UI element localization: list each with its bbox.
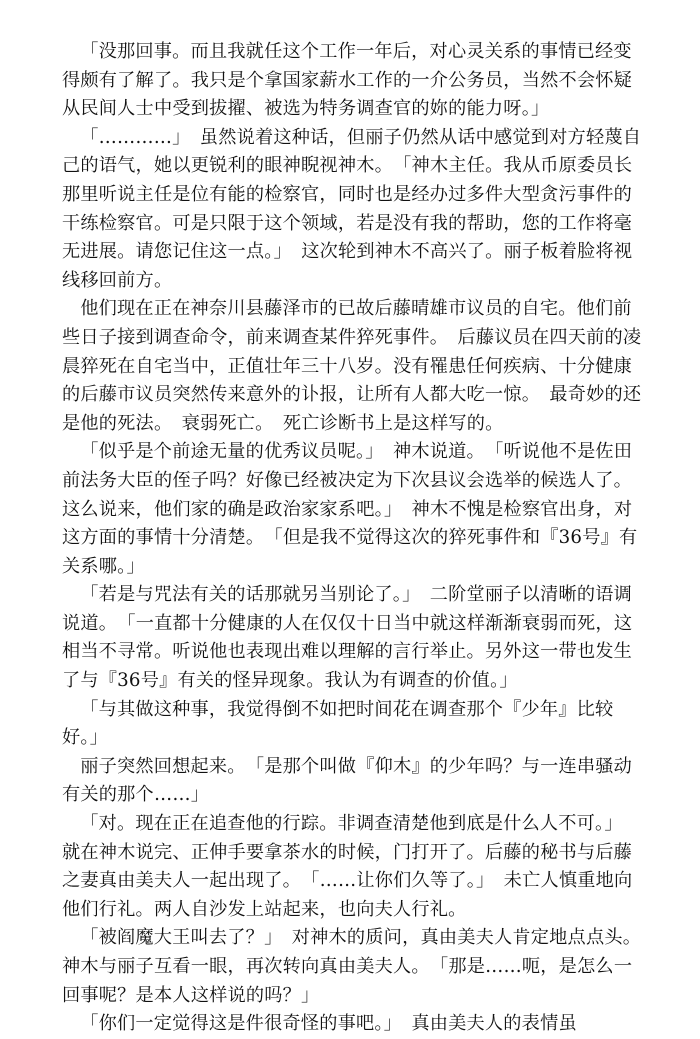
paragraph-2: 「…………」 虽然说着这种话，但丽子仍然从话中感觉到对方轻蔑自己的语气，她以更锐利的眼神睨视神木。 「神木主任。我从币原委员长那里听说主任是位有能的检察官，同时也是经办过多件大型贪污事件的干练检察官。可是只限于这个领域，若是没有我的帮助，您的工作将毫无进展。请您记住这一点。」 这次轮到神木不高兴了。丽子板着脸将视线移回前方。: [62, 126, 642, 291]
paragraph-9: 「被阎魔大王叫去了？」 对神木的质问，真由美夫人肯定地点点头。 神木与丽子互看一眼，再次转向真由美夫人。 「那是……呃，是怎么一回事呢？是本人这样说的吗？」: [62, 927, 651, 1006]
paragraph-10: 「你们一定觉得这是件很奇怪的事吧。」 真由美夫人的表情虽: [80, 1013, 577, 1035]
paragraph-1: 「没那回事。而且我就任这个工作一年后，对心灵关系的事情已经变得颇有了解了。我只是个拿国家薪水工作的一介公务员，当然不会怀疑从民间人士中受到拔擢、被选为特务调查官的妳的能力呀。」: [62, 41, 633, 120]
paragraph-5: 「若是与咒法有关的话那就另当别论了。」 二阶堂丽子以清晰的语调说道。 「一直都十分健康的人在仅仅十日当中就这样渐渐衰弱而死，这相当不寻常。听说他也表现出难以理解的言行举止。另外这一带也发生了与『36号』有关的怪异现象。我认为有调查的价值。」: [62, 584, 633, 692]
paragraph-3: 他们现在正在神奈川县藤泽市的已故后藤晴雄市议员的自宅。他们前些日子接到调查命令，前来调查某件猝死事件。 后藤议员在四天前的凌晨猝死在自宅当中，正值壮年三十八岁。没有罹患任何疾病、十分健康的后藤市议员突然传来意外的讣报，让所有人都大吃一惊。 最奇妙的还是他的死法。 衰弱死亡。 死亡诊断书上是这样写的。: [62, 298, 642, 434]
paragraph-7: 丽子突然回想起来。 「是那个叫做『仰木』的少年吗？与一连串骚动有关的那个……」: [62, 755, 633, 806]
paragraph-8: 「对。现在正在追查他的行踪。非调查清楚他到底是什么人不可。」 就在神木说完、正伸手要拿茶水的时候，门打开了。后藤的秘书与后藤之妻真由美夫人一起出现了。 「……让你们久等了。」 未亡人慎重地向他们行礼。两人自沙发上站起来，也向夫人行礼。: [62, 813, 633, 920]
document-body: [62, 38, 651, 1039]
paragraph-6: 「与其做这种事，我觉得倒不如把时间花在调查那个『少年』比较好。」: [62, 698, 614, 749]
paragraph-4: 「似乎是个前途无量的优秀议员呢。」 神木说道。 「听说他不是佐田前法务大臣的侄子吗？好像已经被决定为下次县议会选举的候选人了。这么说来，他们家的确是政治家家系吧。」 神木不愧是检察官出身，对这方面的事情十分清楚。 「但是我不觉得这次的猝死事件和『36号』有关系哪。」: [62, 441, 638, 577]
